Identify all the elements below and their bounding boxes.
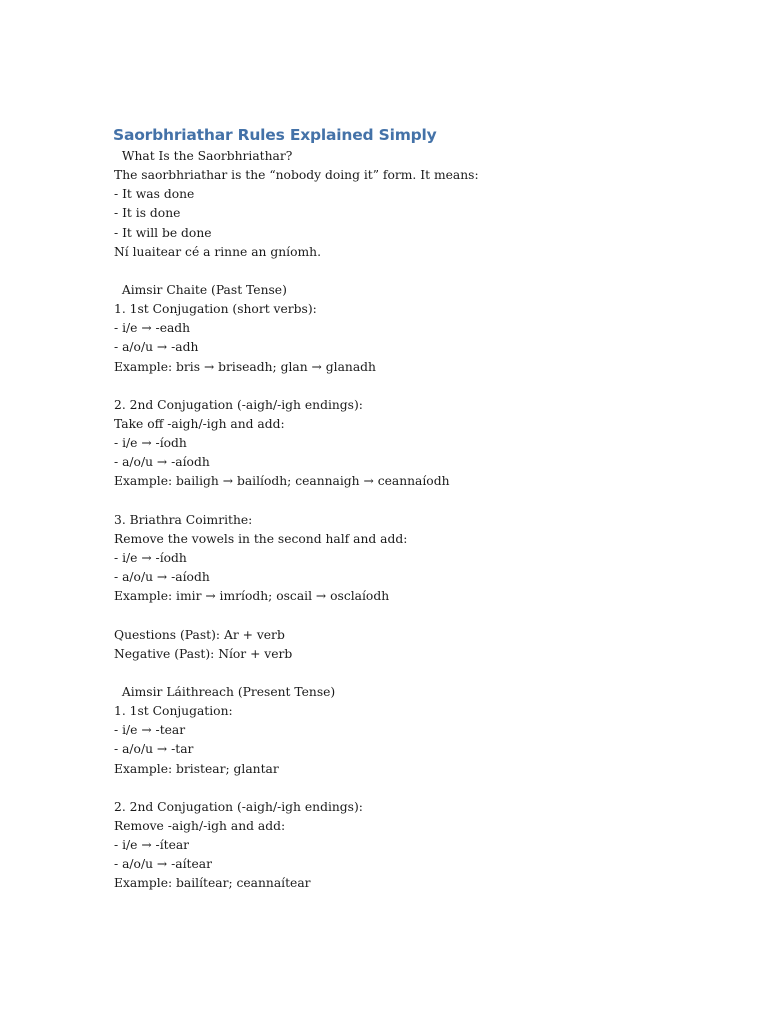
text-line: - It will be done	[114, 225, 212, 240]
text-line: - a/o/u → -tar	[114, 742, 194, 757]
text-line: Aimsir Chaite (Past Tense)	[114, 282, 287, 297]
blank-line	[114, 779, 714, 798]
text-line: Example: bris → briseadh; glan → glanadh	[114, 359, 376, 374]
text-line: - It was done	[114, 187, 195, 202]
text-line: Questions (Past): Ar + verb	[114, 627, 285, 642]
text-line: - It is done	[114, 206, 181, 221]
text-line: Example: bristear; glantar	[114, 761, 279, 776]
text-line: - a/o/u → -aíodh	[114, 570, 210, 585]
text-line: - a/o/u → -aíodh	[114, 455, 210, 470]
text-line: 2. 2nd Conjugation (-aigh/-igh endings):	[114, 799, 363, 814]
text-line: - i/e → -eadh	[114, 321, 191, 336]
text-line: Example: bailítear; ceannaítear	[114, 876, 311, 891]
text-line: 2. 2nd Conjugation (-aigh/-igh endings):	[114, 397, 363, 412]
text-line: - i/e → -íodh	[114, 550, 187, 565]
text-line: Negative (Past): Níor + verb	[114, 646, 293, 661]
blank-line	[114, 606, 714, 625]
text-line: - i/e → -ítear	[114, 838, 190, 853]
text-line: What Is the Saorbhriathar?	[114, 149, 293, 163]
blank-line	[114, 492, 714, 511]
text-line: Example: bailigh → bailíodh; ceannaigh → ceannaíodh	[114, 474, 450, 489]
text-line: Ní luaitear cé a rinne an gníomh.	[114, 244, 321, 259]
text-line: 1. 1st Conjugation (short verbs):	[114, 302, 317, 317]
text-line: Aimsir Láithreach (Present Tense)	[114, 684, 336, 699]
blank-line	[114, 377, 714, 396]
text-line: 1. 1st Conjugation:	[114, 704, 233, 719]
text-line: Remove -aigh/-igh and add:	[114, 818, 286, 833]
text-line: Example: imir → imríodh; oscail → osclaíodh	[114, 589, 390, 604]
text-line: The saorbhriathar is the “nobody doing it” form. It means:	[114, 168, 479, 183]
blank-line	[114, 664, 714, 683]
blank-line	[114, 262, 714, 281]
text-line: - i/e → -íodh	[114, 436, 187, 451]
text-line: Take off -aigh/-igh and add:	[114, 416, 285, 431]
text-line: 3. Briathra Coimrithe:	[114, 512, 253, 527]
document-body	[114, 147, 714, 893]
text-line: - i/e → -tear	[114, 723, 186, 738]
document-title: Saorbhriathar Rules Explained Simply	[113, 126, 437, 144]
text-line: Remove the vowels in the second half and add:	[114, 531, 408, 546]
text-line: - a/o/u → -aítear	[114, 857, 212, 872]
text-line: - a/o/u → -adh	[114, 340, 199, 355]
